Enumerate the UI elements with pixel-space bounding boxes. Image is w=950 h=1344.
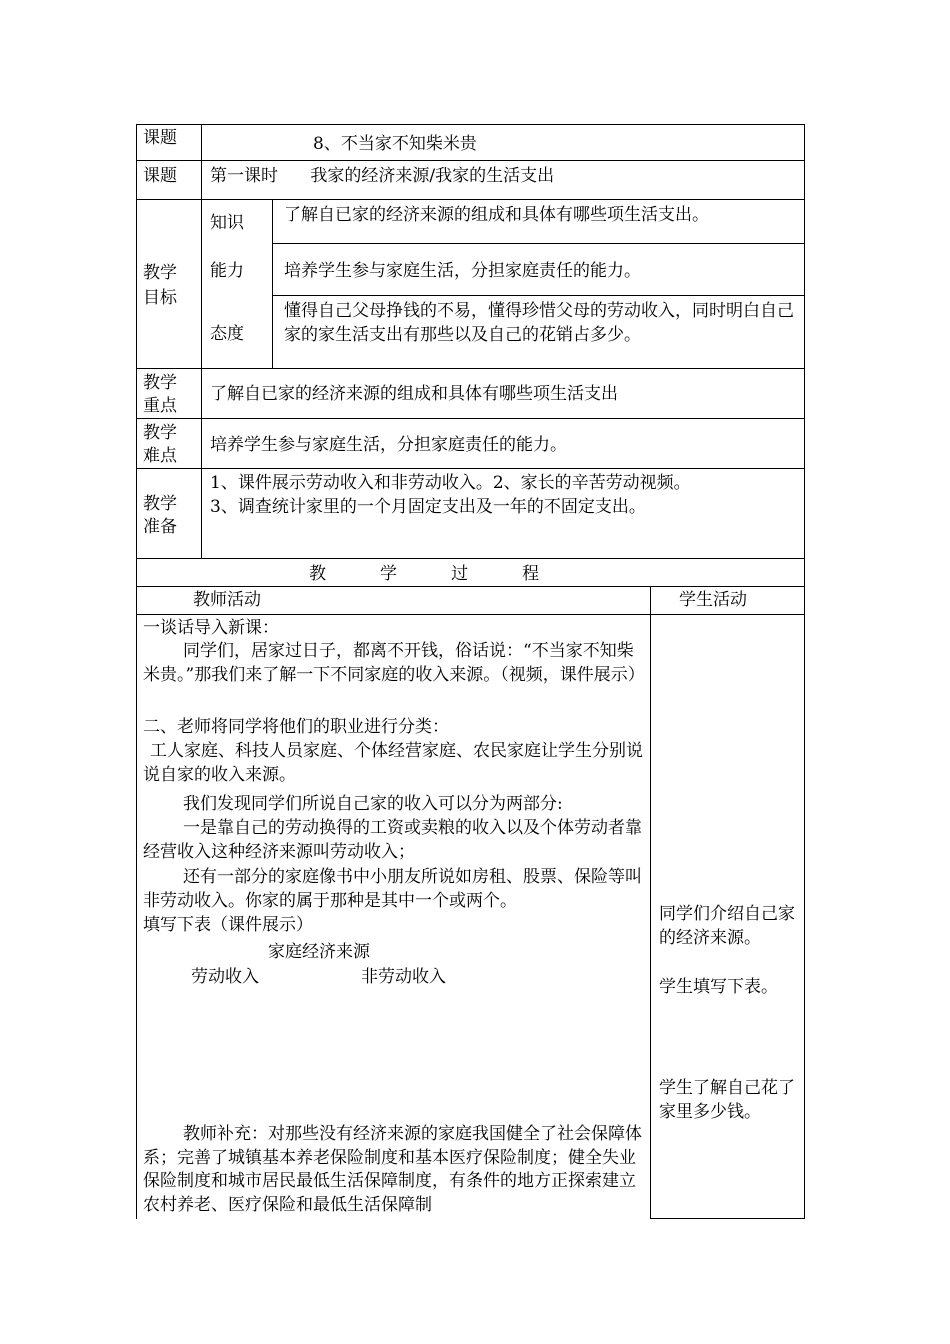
key-points-label-line2: 重点 xyxy=(143,396,177,416)
income-table-title: 家庭经济来源 xyxy=(268,942,370,962)
key-points-text: 了解自已家的经济来源的组成和具体有哪些项生活支出 xyxy=(210,384,618,404)
preparation-label-line1: 教学 xyxy=(143,494,177,514)
student-item-introduce-income: 同学们介绍自己家的经济来源。 xyxy=(659,904,795,948)
section2-found: 我们发现同学们所说自己家的收入可以分为两部分: xyxy=(183,794,563,814)
income-table-col-nonlabor: 非劳动收入 xyxy=(361,967,446,987)
attitude-label: 态度 xyxy=(210,324,244,344)
ability-label: 能力 xyxy=(210,261,244,281)
topic-label: 课题 xyxy=(143,128,177,148)
teacher-activity-header: 教师活动 xyxy=(193,590,261,610)
key-points-label-line1: 教学 xyxy=(143,373,177,393)
section2-title: 二、老师将同学将他们的职业进行分类： xyxy=(143,717,449,737)
fill-table-instruction: 填写下表（课件展示） xyxy=(143,915,313,935)
preparation-label-line2: 准备 xyxy=(143,517,177,537)
difficulties-label-line2: 难点 xyxy=(143,446,177,466)
attitude-text: 懂得自己父母挣钱的不易，懂得珍惜父母的劳动收入，同时明白自己家的家生活支出有那些以及自己的花销占多少。 xyxy=(284,301,794,345)
section1-title: 一谈话导入新课： xyxy=(143,618,279,638)
lesson-title: 第一课时 我家的经济来源/我家的生活支出 xyxy=(210,166,555,186)
student-item-fill-table: 学生填写下表。 xyxy=(659,977,778,997)
preparation-line2: 3、调查统计家里的一个月固定支出及一年的不固定支出。 xyxy=(210,497,646,517)
section1-paragraph: 同学们，居家过日子，都离不开钱，俗话说：“不当家不知柴米贵。”那我们来了解一下不同家庭的收入来源。（视频，课件展示） xyxy=(143,641,645,685)
section2-nonlabor-income: 还有一部分的家庭像书中小朋友所说如房租、股票、保险等叫非劳动收入。你家的属于那种是其中一个或两个。 xyxy=(143,867,642,911)
preparation-line1: 1、课件展示劳动收入和非劳动收入。2、家长的辛苦劳动视频。 xyxy=(210,473,691,493)
section2-paragraph: 工人家庭、科技人员家庭、个体经营家庭、农民家庭让学生分别说说自家的收入来源。 xyxy=(143,741,643,785)
difficulties-text: 培养学生参与家庭生活，分担家庭责任的能力。 xyxy=(210,435,567,455)
income-table-col-labor: 劳动收入 xyxy=(191,967,259,987)
student-activity-header: 学生活动 xyxy=(679,590,747,610)
process-title: 教 学 过 程 xyxy=(309,564,540,584)
lesson-label: 课题 xyxy=(143,166,177,186)
knowledge-text: 了解自已家的经济来源的组成和具体有哪些项生活支出。 xyxy=(284,205,709,225)
ability-text: 培养学生参与家庭生活，分担家庭责任的能力。 xyxy=(284,261,641,281)
difficulties-label-line1: 教学 xyxy=(143,423,177,443)
section2-labor-income: 一是靠自己的劳动换得的工资或卖粮的收入以及个体劳动者靠经营收入这种经济来源叫劳动收入； xyxy=(143,818,642,862)
objectives-label-line1: 教学 xyxy=(143,263,177,283)
student-item-spending: 学生了解自己花了家里多少钱。 xyxy=(659,1078,795,1122)
teacher-supplement: 教师补充：对那些没有经济来源的家庭我国健全了社会保障体系；完善了城镇基本养老保险制度和基本医疗保险制度；健全失业保险制度和城市居民最低生活保障制度，有条件的地方正探索建立农村养老、医疗保险和最低生活保障制 xyxy=(143,1124,642,1215)
knowledge-label: 知识 xyxy=(210,213,244,233)
topic-title: 8、不当家不知柴米贵 xyxy=(313,134,477,154)
objectives-label-line2: 目标 xyxy=(143,288,177,308)
